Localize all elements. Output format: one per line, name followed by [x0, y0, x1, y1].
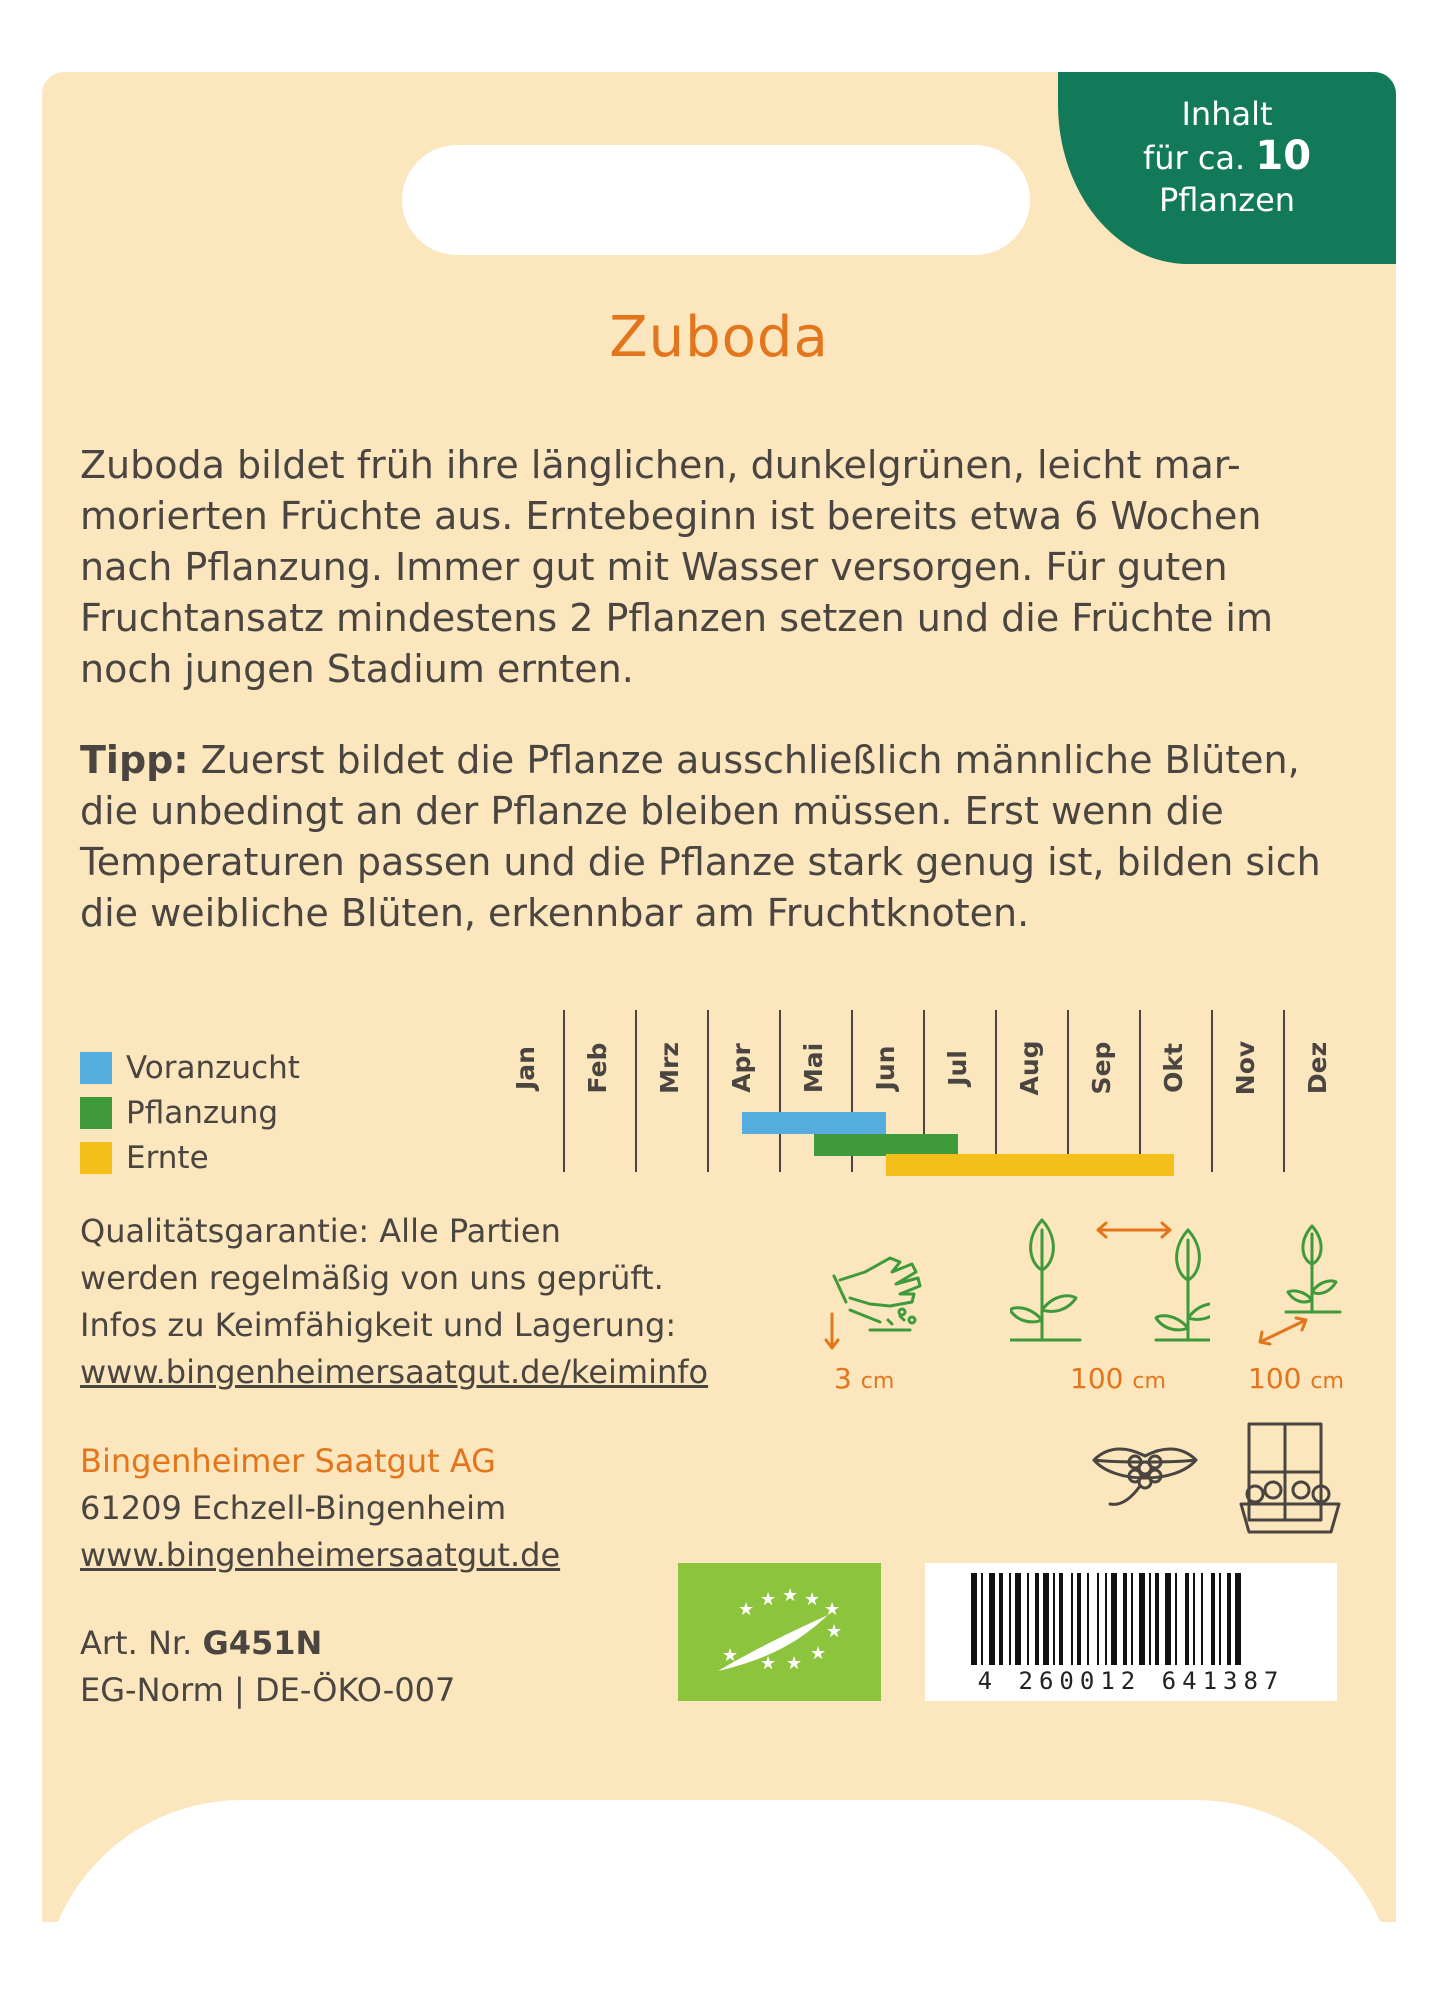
badge-line2: [1058, 134, 1396, 180]
barcode-bar: [1165, 1573, 1171, 1665]
month-divider: [1283, 1010, 1285, 1172]
barcode-bar: [1043, 1573, 1049, 1665]
barcode-bar: [1027, 1573, 1029, 1665]
barcode-bar: [1105, 1573, 1107, 1665]
barcode-bar: [1053, 1573, 1055, 1665]
organic-norm: EG-Norm | DE-ÖKO-007: [80, 1671, 456, 1709]
article-number-line: [80, 1620, 455, 1667]
row-spacing-value: 100: [1248, 1362, 1302, 1395]
hand-sowing-icon: [820, 1250, 950, 1360]
barcode-bar: [1149, 1573, 1151, 1665]
company-info: [80, 1438, 560, 1579]
svg-text:★: ★: [810, 1643, 827, 1664]
barcode-bar: [1123, 1573, 1127, 1665]
balcony-box-icon: [1235, 1420, 1345, 1540]
tip-line: Temperaturen passen und die Pflanze stark genug ist, bilden sich: [80, 840, 1321, 884]
legend-item-pflanzung: [80, 1090, 300, 1135]
barcode-bar: [1139, 1573, 1145, 1665]
month-label-dez: Dez: [1303, 1041, 1332, 1095]
hang-hole: [402, 145, 1030, 255]
badge-prefix: für ca.: [1142, 139, 1246, 177]
barcode-bar: [1219, 1573, 1221, 1665]
row-spacing-label: [1248, 1362, 1344, 1395]
article-number: G451N: [202, 1624, 323, 1662]
row-spacing-unit: cm: [1310, 1369, 1344, 1394]
legend-item-ernte: [80, 1135, 300, 1180]
month-divider: [563, 1010, 565, 1172]
month-label-apr: Apr: [727, 1043, 756, 1093]
barcode-bar: [1131, 1573, 1133, 1665]
sowing-depth-value: 3: [834, 1362, 852, 1395]
legend-swatch: [80, 1142, 112, 1174]
month-divider: [1067, 1010, 1069, 1172]
legend-swatch: [80, 1052, 112, 1084]
growing-icons: [820, 1210, 1360, 1410]
month-divider: [635, 1010, 637, 1172]
barcode-bar: [1009, 1573, 1011, 1665]
tip-line: [80, 735, 1350, 786]
article-info: [80, 1620, 455, 1714]
barcode-bar: [1211, 1573, 1215, 1665]
tip-line: die unbedingt an der Pflanze bleiben müssen. Erst wenn die: [80, 789, 1224, 833]
eu-organic-logo: [678, 1563, 881, 1701]
barcode: [925, 1563, 1337, 1701]
legend-item-voranzucht: [80, 1045, 300, 1090]
barcode-bar: [1155, 1573, 1159, 1665]
plant-spacing-value: 100: [1070, 1362, 1124, 1395]
legend-swatch: [80, 1097, 112, 1129]
month-label-nov: Nov: [1231, 1040, 1260, 1096]
product-title: Zuboda: [609, 305, 829, 370]
barcode-number: 4 260012 641387: [977, 1667, 1285, 1695]
article-label: Art. Nr.: [80, 1624, 193, 1662]
legend-label: Ernte: [126, 1139, 209, 1176]
badge-line1: Inhalt: [1181, 95, 1273, 133]
packet-flap: [42, 1800, 1396, 2010]
svg-text:★: ★: [722, 1645, 739, 1666]
badge-count: 10: [1255, 133, 1312, 179]
quality-guarantee: [80, 1208, 708, 1396]
tip-text: [80, 735, 1350, 939]
svg-text:★: ★: [738, 1599, 755, 1620]
month-label-sep: Sep: [1087, 1041, 1116, 1095]
row-spacing-icon: [1250, 1220, 1360, 1350]
company-address: 61209 Echzell-Bingenheim: [80, 1489, 507, 1527]
barcode-bar: [1015, 1573, 1021, 1665]
company-website-link[interactable]: www.bingenheimersaatgut.de: [80, 1536, 561, 1574]
month-label-jul: Jul: [943, 1050, 972, 1086]
company-name: Bingenheimer Saatgut AG: [80, 1442, 496, 1480]
schedule-legend: [80, 1045, 300, 1180]
description-line: Fruchtansatz mindestens 2 Pflanzen setzen und die Früchte im: [80, 596, 1273, 640]
month-label-aug: Aug: [1015, 1040, 1044, 1096]
plant-spacing-label: [1070, 1362, 1166, 1395]
schedule-bar-ernte: [886, 1154, 1174, 1176]
barcode-bar: [1077, 1573, 1081, 1665]
month-label-feb: Feb: [583, 1042, 612, 1094]
description-line: morierten Früchte aus. Erntebeginn ist bereits etwa 6 Wochen: [80, 494, 1262, 538]
barcode-bar: [1193, 1573, 1195, 1665]
month-label-jan: Jan: [511, 1046, 540, 1090]
svg-text:★: ★: [804, 1589, 821, 1610]
month-label-mrz: Mrz: [655, 1042, 684, 1094]
month-divider: [707, 1010, 709, 1172]
svg-text:★: ★: [760, 1589, 777, 1610]
legend-label: Pflanzung: [126, 1094, 279, 1131]
svg-text:★: ★: [824, 1599, 841, 1620]
barcode-bar: [1227, 1573, 1231, 1665]
quality-line: werden regelmäßig von uns geprüft.: [80, 1259, 664, 1297]
month-divider: [995, 1010, 997, 1172]
eu-leaf-stars-icon: [678, 1563, 881, 1701]
sowing-calendar: [490, 1010, 1332, 1175]
tip-line-1: Zuerst bildet die Pflanze ausschließlich männliche Blüten,: [188, 738, 1300, 782]
month-divider: [779, 1010, 781, 1172]
tip-label: Tipp:: [80, 738, 189, 782]
svg-text:★: ★: [826, 1621, 843, 1642]
description-line: Zuboda bildet früh ihre länglichen, dunkelgrünen, leicht mar-: [80, 443, 1241, 487]
barcode-bar: [1175, 1573, 1177, 1665]
barcode-bar: [989, 1573, 995, 1665]
month-label-jun: Jun: [871, 1045, 900, 1091]
edible-flower-icon: [1090, 1440, 1200, 1520]
plant-spacing-icon: [1010, 1210, 1210, 1350]
barcode-bar: [981, 1573, 983, 1665]
svg-text:★: ★: [760, 1653, 777, 1674]
badge-line3: Pflanzen: [1158, 181, 1296, 219]
quality-line: Qualitätsgarantie: Alle Partien: [80, 1212, 561, 1250]
barcode-bar: [1087, 1573, 1089, 1665]
plant-spacing-unit: cm: [1132, 1369, 1166, 1394]
barcode-bar: [1185, 1573, 1189, 1665]
month-label-okt: Okt: [1159, 1043, 1188, 1093]
description-line: noch jungen Stadium ernten.: [80, 647, 634, 691]
barcode-bar: [1071, 1573, 1073, 1665]
sowing-depth-label: [834, 1362, 894, 1395]
sowing-depth-unit: cm: [860, 1369, 895, 1394]
barcode-bar: [1097, 1573, 1099, 1665]
svg-text:★: ★: [782, 1585, 799, 1606]
schedule-bar-pflanzung: [814, 1134, 958, 1156]
barcode-bar: [999, 1573, 1003, 1665]
barcode-bar: [971, 1573, 977, 1665]
schedule-bar-voranzucht: [742, 1112, 886, 1134]
barcode-bar: [1111, 1573, 1117, 1665]
description-line: nach Pflanzung. Immer gut mit Wasser versorgen. Für guten: [80, 545, 1228, 589]
legend-label: Voranzucht: [126, 1049, 300, 1086]
description: [80, 440, 1350, 695]
quality-line: Infos zu Keimfähigkeit und Lagerung:: [80, 1306, 677, 1344]
keiminfo-link[interactable]: www.bingenheimersaatgut.de/keiminfo: [80, 1353, 709, 1391]
month-divider: [1211, 1010, 1213, 1172]
tip-line: die weibliche Blüten, erkennbar am Fruchtknoten.: [80, 891, 1030, 935]
barcode-bar: [1035, 1573, 1039, 1665]
barcode-bar: [1235, 1573, 1241, 1665]
barcode-bar: [1059, 1573, 1063, 1665]
barcode-bar: [1201, 1573, 1203, 1665]
month-divider: [1139, 1010, 1141, 1172]
svg-text:★: ★: [786, 1653, 803, 1674]
month-label-mai: Mai: [799, 1042, 828, 1094]
